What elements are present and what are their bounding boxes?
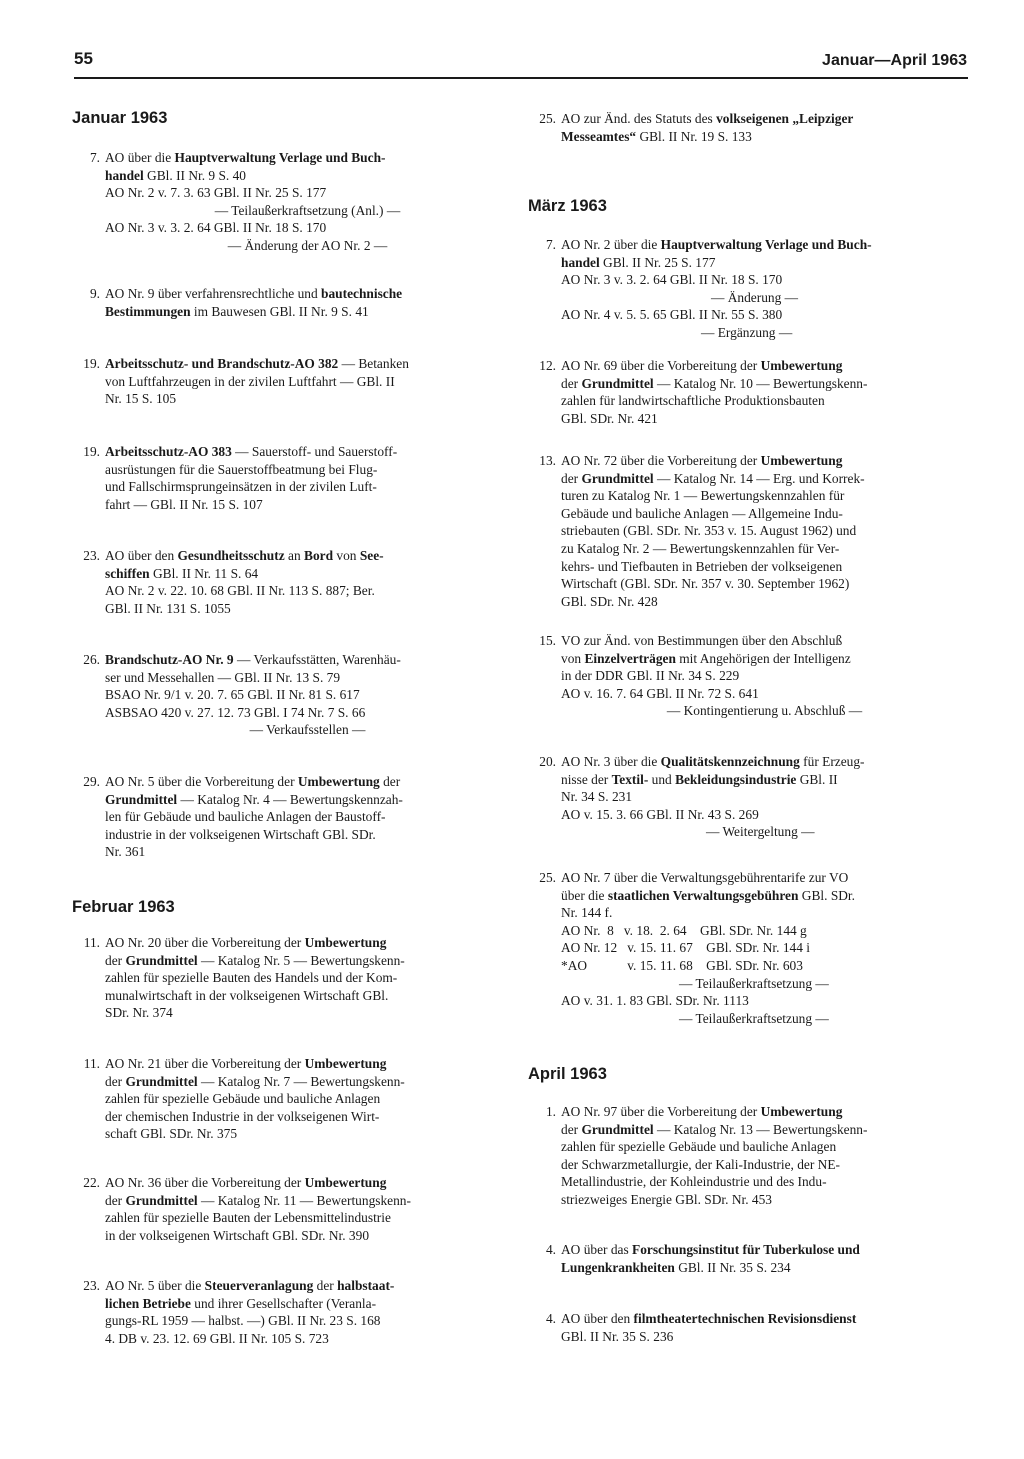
entry-mar-20 xyxy=(528,753,968,841)
entry-text: AO Nr. 2 über die Hauptverwaltung Verlage und Buch- handel GBl. II Nr. 25 S. 177 AO Nr. 3 v. 3. 2. 64 GBl. II Nr. 18 S. 170 — Änderung — AO Nr. 4 v. 5. 5. 65 GBl. II Nr. 55 S. 380 — Ergänzung — xyxy=(561,237,872,340)
entry-day: 4. xyxy=(545,1242,556,1257)
entry-text: AO über das Forschungsinstitut für Tuberkulose und Lungenkrankheiten GBl. II Nr. 35 S. 234 xyxy=(561,1242,860,1275)
entry-apr-4a xyxy=(528,1241,968,1276)
entry-text: AO über die Hauptverwaltung Verlage und Buch- handel GBl. II Nr. 9 S. 40 AO Nr. 2 v. 7. 3. 63 GBl. II Nr. 25 S. 177 — Teilaußerkraftsetzung (Anl.) — AO Nr. 3 v. 3. 2. 64 GBl. II Nr. 18 S. 170 — Änderung der AO Nr. 2 — xyxy=(105,150,401,253)
entry-day: 22. xyxy=(83,1175,100,1190)
entry-day: 25. xyxy=(539,870,556,885)
entry-day: 26. xyxy=(83,652,100,667)
entry-text: Arbeitsschutz-AO 383 — Sauerstoff- und Sauerstoff- ausrüstungen für die Sauerstoffbeatmung bei Flug- und Fallschirmsprungeinsätzen in der zivilen Luft- fahrt — GBl. II Nr. 15 S. 107 xyxy=(105,444,398,512)
entry-feb-11a xyxy=(72,934,510,1022)
entry-day: 25. xyxy=(539,111,556,126)
entry-jan-23 xyxy=(72,547,510,617)
month-heading-januar: Januar 1963 xyxy=(72,109,168,127)
entry-text: AO Nr. 3 über die Qualitätskennzeichnung für Erzeug- nisse der Textil- und Bekleidungsindustrie GBl. II Nr. 34 S. 231 AO v. 15. 3. 66 GBl. II Nr. 43 S. 269 — Weitergeltung — xyxy=(561,754,865,840)
entry-text: AO Nr. 5 über die Steuerveranlagung der halbstaat- lichen Betriebe und ihrer Gesellschafter (Veranla- gungs-RL 1959 — halbst. —) GBl. II Nr. 23 S. 168 4. DB v. 23. 12. 69 GBl. II Nr. 105 S. 723 xyxy=(105,1278,395,1346)
entry-text: AO Nr. 21 über die Vorbereitung der Umbewertung der Grundmittel — Katalog Nr. 7 — Bewertungskenn- zahlen für spezielle Gebäude und bauliche Anlagen der chemischen Industrie in der volkseigenen Wirt- schaft GBl. SDr. Nr. 375 xyxy=(105,1056,405,1142)
entry-day: 9. xyxy=(89,286,100,301)
entry-day: 20. xyxy=(539,754,556,769)
entry-day: 15. xyxy=(539,633,556,648)
entry-jan-9 xyxy=(72,285,510,320)
entry-jan-29 xyxy=(72,773,510,861)
entry-text: AO Nr. 36 über die Vorbereitung der Umbewertung der Grundmittel — Katalog Nr. 11 — Bewertungskenn- zahlen für spezielle Bauten der Lebensmittelindustrie in der volkseigenen Wirtschaft GBl. SDr. Nr. 390 xyxy=(105,1175,411,1243)
entry-mar-12 xyxy=(528,357,968,427)
entry-text: AO Nr. 5 über die Vorbereitung der Umbewertung der Grundmittel — Katalog Nr. 4 — Bewertungskennzah- len für Gebäude und bauliche Anlagen der Baustoff- industrie in der volkseigenen Wirtschaft GBl. SDr. Nr. 361 xyxy=(105,774,403,860)
entry-apr-4b xyxy=(528,1310,968,1345)
entry-day: 1. xyxy=(545,1104,556,1119)
running-title: Januar—April 1963 xyxy=(822,52,967,69)
month-heading-maerz: März 1963 xyxy=(528,197,607,215)
header-rule xyxy=(74,77,968,79)
entry-day: 13. xyxy=(539,453,556,468)
entry-mar-25 xyxy=(528,869,968,1027)
entry-mar-15 xyxy=(528,632,968,720)
entry-mar-7 xyxy=(528,236,968,342)
entry-text: AO über den Gesundheitsschutz an Bord von See- schiffen GBl. II Nr. 11 S. 64 AO Nr. 2 v. 22. 10. 68 GBl. II Nr. 113 S. 887; Ber. GBl. II Nr. 131 S. 1055 xyxy=(105,548,384,616)
entry-day: 23. xyxy=(83,1278,100,1293)
month-heading-april: April 1963 xyxy=(528,1065,607,1083)
entry-text: AO über den filmtheatertechnischen Revisionsdienst GBl. II Nr. 35 S. 236 xyxy=(561,1311,857,1344)
entry-text: AO Nr. 20 über die Vorbereitung der Umbewertung der Grundmittel — Katalog Nr. 5 — Bewertungskenn- zahlen für spezielle Bauten des Handels und der Kom- munalwirtschaft in der volkseigenen Wirtschaft GBl. SDr. Nr. 374 xyxy=(105,935,405,1021)
entry-text: AO Nr. 69 über die Vorbereitung der Umbewertung der Grundmittel — Katalog Nr. 10 — Bewertungskenn- zahlen für landwirtschaftliche Produktionsbauten GBl. SDr. Nr. 421 xyxy=(561,358,868,426)
entry-jan-26 xyxy=(72,651,510,739)
entry-day: 19. xyxy=(83,444,100,459)
entry-day: 7. xyxy=(545,237,556,252)
entry-text: AO Nr. 97 über die Vorbereitung der Umbewertung der Grundmittel — Katalog Nr. 13 — Bewertungskenn- zahlen für spezielle Gebäude und bauliche Anlagen der Schwarzmetallurgie, der Kali-Industrie, der NE- Metallindustrie, der Kohleindustrie und des Indu- striezweiges Energie GBl. SDr. Nr. 453 xyxy=(561,1104,868,1207)
entry-feb-22 xyxy=(72,1174,510,1244)
entry-day: 12. xyxy=(539,358,556,373)
entry-jan-19a xyxy=(72,355,510,408)
entry-day: 11. xyxy=(83,935,100,950)
entry-text: AO Nr. 7 über die Verwaltungsgebührentarife zur VO über die staatlichen Verwaltungsgebühren GBl. SDr. Nr. 144 f. AO Nr. 8 v. 18. 2. 64 GBl. SDr. Nr. 144 g AO Nr. 12 v. 15. 11. 67 GBl. SDr. Nr. 144 i *AO v. 15. 11. 68 GBl. SDr. Nr. 603 — Teilaußerkraftsetzung — AO v. 31. 1. 83 GBl. SDr. Nr. 1113 — Teilaußerkraftsetzung — xyxy=(561,870,856,1026)
entry-day: 29. xyxy=(83,774,100,789)
entry-apr-1 xyxy=(528,1103,968,1209)
entry-feb-23 xyxy=(72,1277,510,1347)
entry-jan-7 xyxy=(72,149,510,255)
entry-day: 4. xyxy=(545,1311,556,1326)
entry-jan-25 xyxy=(528,110,968,145)
entry-day: 23. xyxy=(83,548,100,563)
entry-text: AO Nr. 9 über verfahrensrechtliche und bautechnische Bestimmungen im Bauwesen GBl. II Nr. 9 S. 41 xyxy=(105,286,403,319)
entry-day: 11. xyxy=(83,1056,100,1071)
entry-jan-19b xyxy=(72,443,510,513)
entry-text: AO zur Änd. des Statuts des volkseigenen „Leipziger Messeamtes“ GBl. II Nr. 19 S. 133 xyxy=(561,111,854,144)
entry-text: AO Nr. 72 über die Vorbereitung der Umbewertung der Grundmittel — Katalog Nr. 14 — Erg. und Korrek- turen zu Katalog Nr. 1 — Bewertungskennzahlen für Gebäude und bauliche Anlagen — Allgemeine Indu- striebauten (GBl. SDr. Nr. 353 v. 15. August 1962) und zu Katalog Nr. 2 — Bewertungskennzahlen für Ver- kehrs- und Tiefbauten in Betrieben der volkseigenen Wirtschaft (GBl. SDr. Nr. 357 v. 30. September 1962) GBl. SDr. Nr. 428 xyxy=(561,453,865,609)
entry-text: Brandschutz-AO Nr. 9 — Verkaufsstätten, Warenhäu- ser und Messehallen — GBl. II Nr. 13 S. 79 BSAO Nr. 9/1 v. 20. 7. 65 GBl. II Nr. 81 S. 617 ASBSAO 420 v. 27. 12. 73 GBl. I 74 Nr. 7 S. 66 — Verkaufsstellen — xyxy=(105,652,401,738)
entry-text: Arbeitsschutz- und Brandschutz-AO 382 — Betanken von Luftfahrzeugen in der zivilen Luftfahrt — GBl. II Nr. 15 S. 105 xyxy=(105,356,409,407)
entry-text: VO zur Änd. von Bestimmungen über den Abschluß von Einzelverträgen mit Angehörigen der Intelligenz in der DDR GBl. II Nr. 34 S. 229 AO v. 16. 7. 64 GBl. II Nr. 72 S. 641 — Kontingentierung u. Abschluß — xyxy=(561,633,863,719)
entry-mar-13 xyxy=(528,452,968,610)
entry-feb-11b xyxy=(72,1055,510,1143)
entry-day: 7. xyxy=(89,150,100,165)
month-heading-februar: Februar 1963 xyxy=(72,898,175,916)
entry-day: 19. xyxy=(83,356,100,371)
page-number: 55 xyxy=(74,49,93,68)
